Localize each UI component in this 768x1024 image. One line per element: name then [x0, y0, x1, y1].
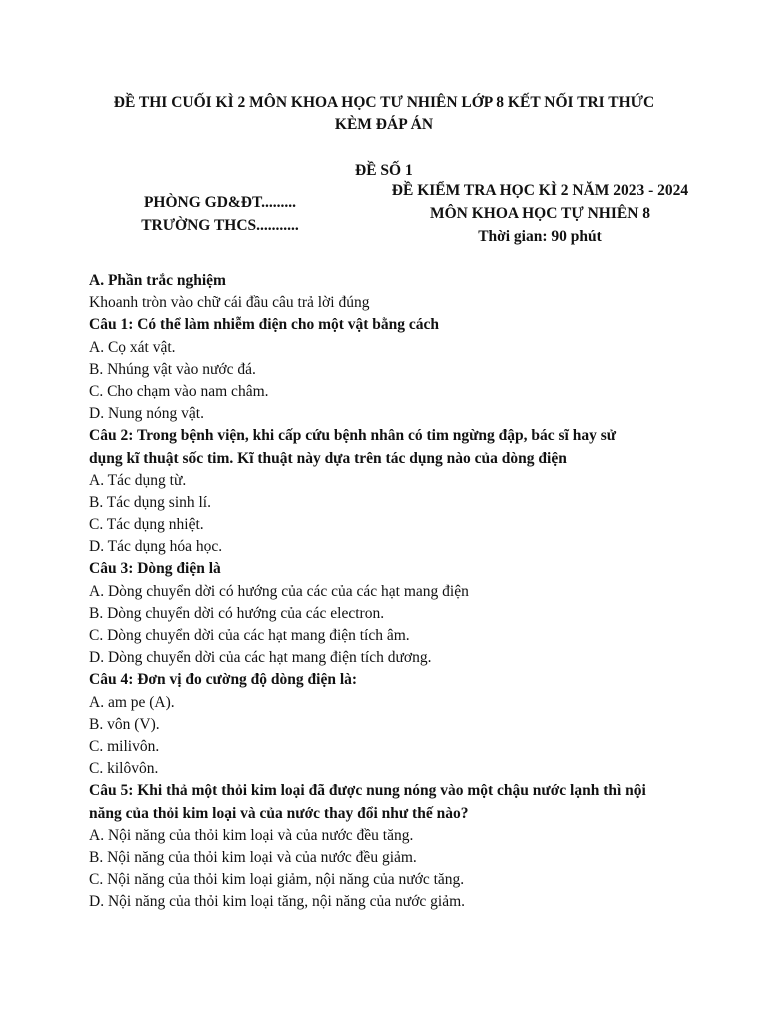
- question-5: [89, 780, 689, 913]
- section-title: A. Phần trắc nghiệm: [89, 272, 226, 289]
- answer-option: A. Tác dụng từ.: [89, 471, 187, 489]
- answer-option: B. Dòng chuyển dời có hướng của các electron.: [89, 604, 385, 622]
- answer-option: B. Nội năng của thỏi kim loại và của nước đều giảm.: [89, 848, 417, 866]
- exam-number: ĐỀ SỐ 1: [355, 162, 413, 179]
- question-stem: Câu 2: Trong bệnh viện, khi cấp cứu bệnh nhân có tim ngừng đập, bác sĩ hay sử: [89, 427, 617, 445]
- document-title-line-1: ĐỀ THI CUỐI KÌ 2 MÔN KHOA HỌC TƯ NHIÊN LỚP 8 KẾT NỐI TRI THỨC: [113, 94, 655, 111]
- answer-option: B. Nhúng vật vào nước đá.: [89, 360, 256, 378]
- answer-option: B. Tác dụng sinh lí.: [89, 493, 211, 511]
- question-stem: Câu 3: Dòng điện là: [89, 560, 221, 578]
- duration-label: Thời gian: 90 phút: [478, 228, 602, 245]
- department-label: PHÒNG GD&ĐT.........: [143, 194, 297, 211]
- answer-option: D. Nung nóng vật.: [89, 405, 204, 423]
- question-2: [89, 425, 689, 558]
- answer-option: C. milivôn.: [89, 737, 160, 755]
- answer-option: D. Nội năng của thỏi kim loại tăng, nội năng của nước giảm.: [89, 893, 466, 911]
- school-label: TRƯỜNG THCS...........: [141, 217, 299, 234]
- answer-option: C. Nội năng của thỏi kim loại giảm, nội năng của nước tăng.: [89, 871, 465, 889]
- question-4: [89, 669, 689, 780]
- question-stem-continued: năng của thỏi kim loại và của nước thay đổi như thế nào?: [89, 804, 469, 822]
- question-stem: Câu 1: Có thể làm nhiễm điện cho một vật bằng cách: [89, 316, 440, 334]
- question-stem-continued: dụng kĩ thuật sốc tim. Kĩ thuật này dựa trên tác dụng nào của dòng điện: [89, 449, 567, 467]
- answer-option: C. Dòng chuyển dời của các hạt mang điện tích âm.: [89, 627, 410, 644]
- question-3: [89, 558, 689, 669]
- answer-option: D. Dòng chuyển dời của các hạt mang điện tích dương.: [89, 649, 432, 667]
- question-stem: Câu 5: Khi thả một thỏi kim loại đã được nung nóng vào một chậu nước lạnh thì nội: [89, 782, 646, 800]
- answer-option: D. Tác dụng hóa học.: [89, 538, 223, 556]
- answer-option: A. Nội năng của thỏi kim loại và của nước đều tăng.: [89, 826, 414, 844]
- document-title-line-2: KÈM ĐÁP ÁN: [334, 116, 434, 133]
- answer-option: C. Cho chạm vào nam châm.: [89, 382, 269, 400]
- answer-option: B. vôn (V).: [89, 715, 160, 733]
- answer-option: A. Dòng chuyển dời có hướng của các của các hạt mang điện: [89, 582, 469, 600]
- section-instruction: Khoanh tròn vào chữ cái đầu câu trả lời đúng: [89, 294, 370, 312]
- exam-title: ĐỀ KIỂM TRA HỌC KÌ 2 NĂM 2023 - 2024: [391, 182, 689, 199]
- answer-option: C. kilôvôn.: [89, 760, 159, 778]
- answer-option: A. Cọ xát vật.: [89, 338, 176, 356]
- exam-body: [89, 270, 689, 913]
- question-1: [89, 314, 689, 425]
- answer-option: C. Tác dụng nhiệt.: [89, 516, 204, 534]
- answer-option: A. am pe (A).: [89, 693, 175, 711]
- subject-label: MÔN KHOA HỌC TỰ NHIÊN 8: [429, 205, 651, 222]
- question-stem: Câu 4: Đơn vị đo cường độ dòng điện là:: [89, 671, 358, 689]
